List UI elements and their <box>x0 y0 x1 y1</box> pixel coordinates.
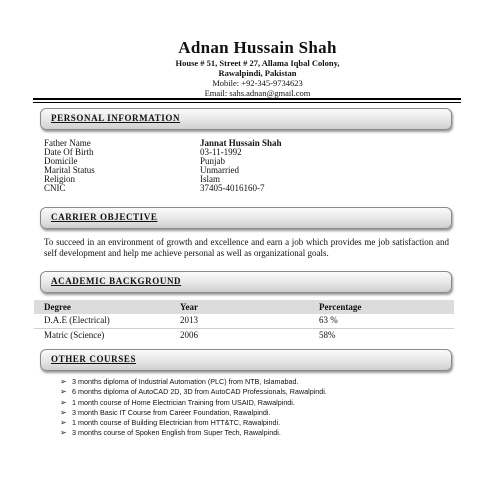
courses-list <box>60 377 460 439</box>
academic-table-header <box>34 300 454 314</box>
arrow-bullet-icon: ➢ <box>60 428 67 438</box>
column-header-year: Year <box>180 302 198 312</box>
applicant-name: Adnan Hussain Shah <box>178 38 337 57</box>
info-value: Punjab <box>200 156 226 166</box>
section-header-objective <box>40 207 452 229</box>
arrow-bullet-icon: ➢ <box>60 397 67 407</box>
info-label: Date Of Birth <box>44 147 94 157</box>
resume-header <box>0 38 495 98</box>
info-label: Father Name <box>44 138 91 148</box>
section-title-objective: CARRIER OBJECTIVE <box>51 212 158 222</box>
address-line-2: Rawalpindi, Pakistan <box>218 68 297 78</box>
year-cell: 2006 <box>180 330 198 340</box>
percentage-cell: 63 % <box>319 315 338 325</box>
info-value: Islam <box>200 174 220 184</box>
info-label: Religion <box>44 174 75 184</box>
percentage-cell: 58% <box>319 330 336 340</box>
section-header-academic <box>40 271 452 293</box>
section-title-personal: PERSONAL INFORMATION <box>51 113 181 123</box>
degree-cell: D.A.E (Electrical) <box>44 315 110 325</box>
header-divider-thin <box>33 102 461 103</box>
objective-text: To succeed in an environment of growth and excellence and earn a job which provides me job satisfaction and self development and help me achieve personal as well as organizational goals. <box>44 237 449 258</box>
info-label: Marital Status <box>44 165 95 175</box>
course-text: 1 month course of Home Electrician Training from USAID, Rawalpindi. <box>72 397 295 407</box>
list-item <box>60 408 460 418</box>
section-header-personal <box>40 108 452 130</box>
table-row <box>34 329 454 343</box>
info-value: 03-11-1992 <box>200 147 242 157</box>
info-value: Jannat Hussain Shah <box>200 138 282 148</box>
column-header-percentage: Percentage <box>319 302 362 312</box>
arrow-bullet-icon: ➢ <box>60 407 67 417</box>
email-address: Email: sahs.adnan@gmail.com <box>204 88 311 98</box>
table-row <box>34 314 454 329</box>
column-header-degree: Degree <box>44 302 71 312</box>
course-text: 3 month Basic IT Course from Career Foundation, Rawalpindi. <box>72 407 271 417</box>
info-label: CNIC <box>44 183 66 193</box>
arrow-bullet-icon: ➢ <box>60 387 67 397</box>
year-cell: 2013 <box>180 315 198 325</box>
address-line-1: House # 51, Street # 27, Allama Iqbal Colony, <box>175 58 340 68</box>
list-item <box>60 398 460 408</box>
list-item <box>60 387 460 397</box>
list-item <box>60 377 460 387</box>
arrow-bullet-icon: ➢ <box>60 418 67 428</box>
info-value: Unmarried <box>200 165 239 175</box>
header-divider-thick <box>33 98 461 100</box>
course-text: 6 months diploma of AutoCAD 2D, 3D from AutoCAD Professionals, Rawalpindi. <box>72 387 327 397</box>
info-value: 37405-4016160-7 <box>200 183 265 193</box>
section-title-academic: ACADEMIC BACKGROUND <box>51 276 182 286</box>
section-title-courses: OTHER COURSES <box>51 354 137 364</box>
course-text: 1 month course of Building Electrician from HTT&TC, Rawalpindi. <box>72 418 281 428</box>
mobile-number: Mobile: +92-345-9734623 <box>212 78 303 88</box>
section-header-courses <box>40 349 452 371</box>
degree-cell: Matric (Science) <box>44 330 105 340</box>
course-text: 3 months course of Spoken English from Super Tech, Rawalpindi. <box>72 428 281 438</box>
list-item <box>60 418 460 428</box>
arrow-bullet-icon: ➢ <box>60 377 67 386</box>
course-text: 3 months diploma of Industrial Automation (PLC) from NTB, Islamabad. <box>72 377 299 386</box>
list-item <box>60 428 460 438</box>
info-label: Domicile <box>44 156 78 166</box>
